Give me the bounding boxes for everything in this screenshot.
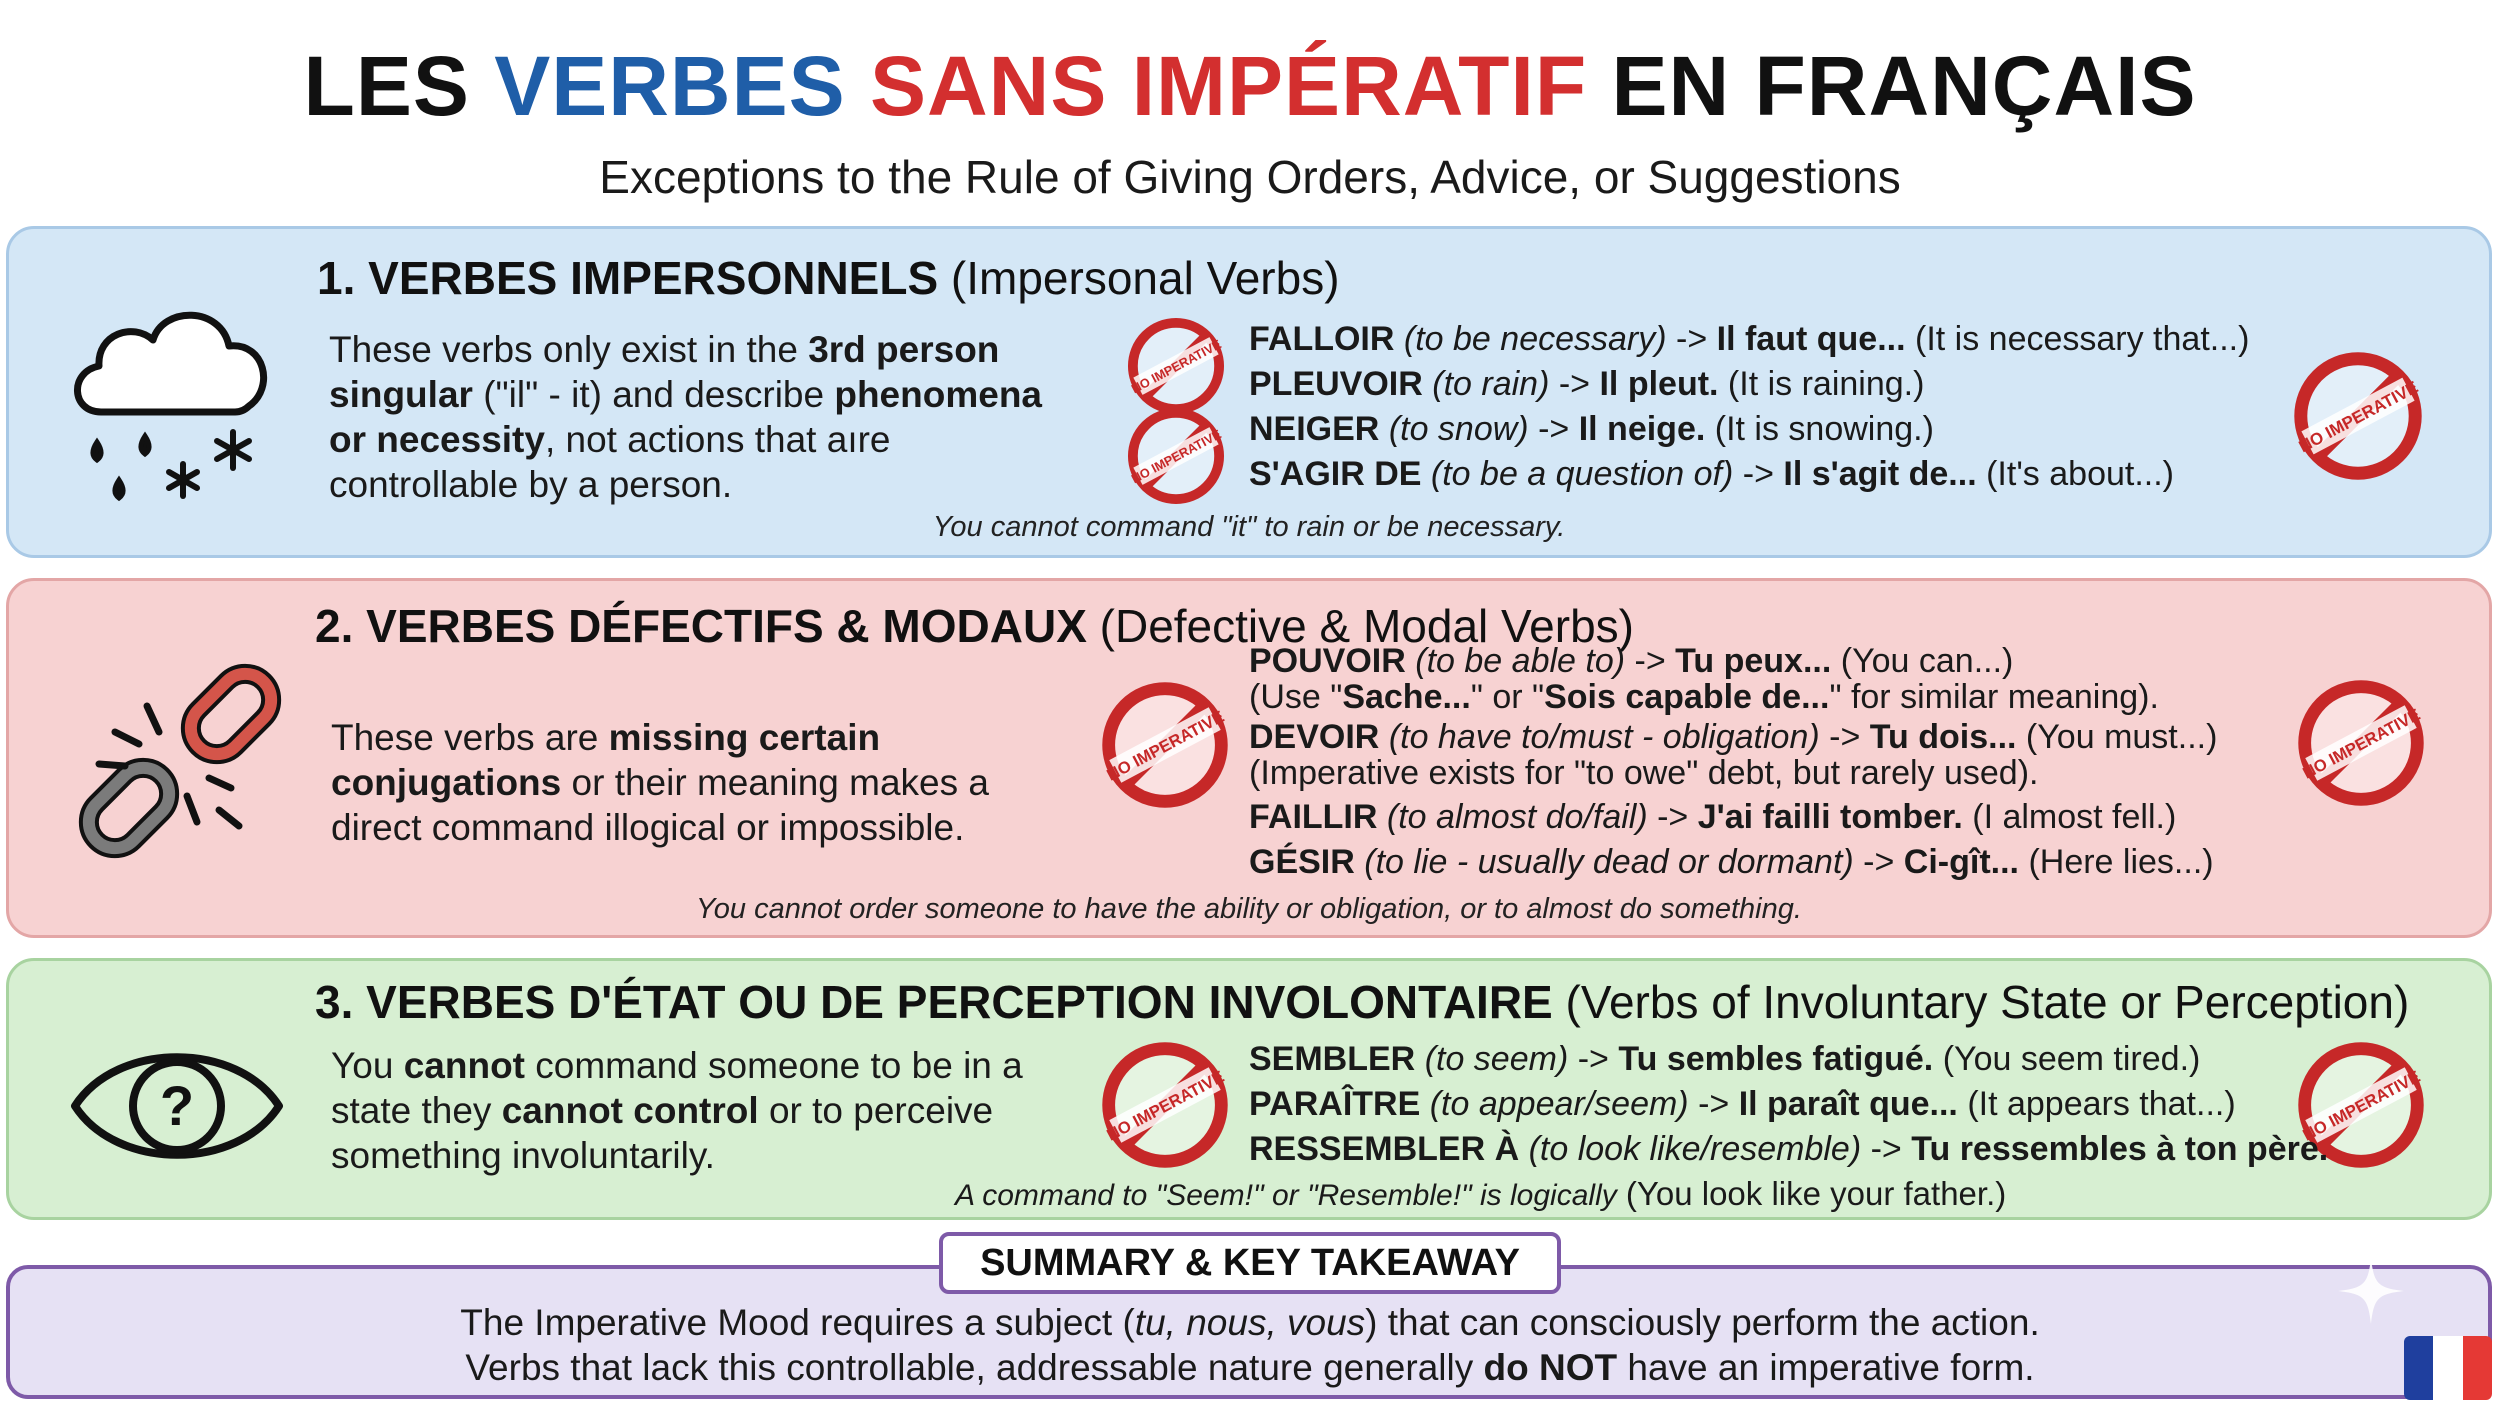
note-emphasis: Sache... [1342,678,1471,716]
desc-text: ("il" - it) and describe [472,374,835,415]
verb-line-neiger [1249,407,2249,452]
verb-example: Il faut que... [1716,320,1906,358]
verb-gloss: (to have to/must - obligation) [1388,718,1820,756]
flag-stripe-blue [2404,1336,2433,1400]
page-subtitle: Exceptions to the Rule of Giving Orders, Advice, or Suggestions [599,151,1901,203]
verb-name: FAILLIR [1249,798,1378,836]
verb-note-pouvoir [1249,679,2217,715]
desc-text: You [331,1045,404,1086]
note-text: " for similar meaning). [1829,678,2159,716]
broken-chain-icon [59,636,299,876]
verb-name: PARAÎTRE [1249,1085,1421,1123]
no-imperative-stamp-icon [1127,317,1225,415]
eye-question-icon [67,1031,287,1181]
verb-arrow: -> [1688,1085,1739,1123]
weather-cloud-icon [61,284,291,509]
summary-text: Verbs that lack this controllable, addressable nature generally [465,1347,1484,1388]
flag-stripe-red [2463,1336,2492,1400]
verb-gloss: (to be necessary) [1403,320,1667,358]
section2-note: You cannot order someone to have the ability or obligation, or to almost do something. [696,893,1802,925]
desc-emphasis: cannot [403,1045,525,1086]
verb-example: Tu sembles fatigué. [1618,1040,1934,1078]
page-title [0,38,2500,135]
verb-name: RESSEMBLER À [1249,1130,1520,1168]
verb-example: J'ai failli tomber. [1697,798,1963,836]
verb-line-paraitre [1249,1082,2328,1127]
verb-name: S'AGIR DE [1249,455,1422,493]
summary-emphasis: do NOT [1483,1347,1618,1388]
verb-name: SEMBLER [1249,1040,1416,1078]
summary-line-1 [0,1302,2500,1344]
section3-verb-list [1249,1037,2328,1172]
section3-note-italic: A command to "Seem!" or "Resemble!" is logically [955,1179,1617,1212]
title-verbes: VERBES [494,39,846,133]
summary-text: ) that can consciously perform the action. [1365,1302,2040,1343]
title-les: LES [303,39,495,133]
verb-arrow: -> [1666,320,1717,358]
desc-text: or their meaning makes a direct command illogical or impossible. [331,762,989,848]
verb-example: Tu ressembles à ton père. [1911,1130,2329,1168]
desc-text: These verbs are [331,717,609,758]
section1-verb-list [1249,317,2249,497]
section3-heading-title: 3. VERBES D'ÉTAT OU DE PERCEPTION INVOLONTAIRE [315,976,1553,1028]
verb-translation: (It appears that...) [1957,1085,2236,1123]
verb-translation: (It is snowing.) [1705,410,1934,448]
verb-arrow: -> [1647,798,1698,836]
verb-arrow: -> [1549,365,1600,403]
verb-line-sembler [1249,1037,2328,1082]
section2-description [331,715,1071,850]
verb-name: PLEUVOIR [1249,365,1423,403]
verb-gloss: (to be a question of) [1430,455,1734,493]
no-imperative-stamp-icon [1101,681,1229,809]
verb-arrow: -> [1733,455,1784,493]
svg-text:?: ? [159,1074,195,1137]
desc-text: These verbs only exist in the [329,329,809,370]
section-involuntary-state-verbs [6,958,2492,1220]
note-emphasis: Sois capable de... [1544,678,1830,716]
verb-name: DEVOIR [1249,718,1380,756]
summary-pronouns: tu, nous, vous [1134,1302,1366,1343]
verb-example: Il paraît que... [1738,1085,1958,1123]
summary-text: have an imperative form. [1617,1347,2035,1388]
flag-stripe-white [2433,1336,2462,1400]
verb-example: Tu dois... [1869,718,2017,756]
desc-text: , not actions that aıre controllable by a person. [329,419,891,505]
verb-line-pleuvoir [1249,362,2249,407]
verb-line-falloir [1249,317,2249,362]
verb-line-faillir [1249,795,2217,840]
section1-heading-title: 1. VERBES IMPERSONNELS [317,252,939,304]
verb-line-sagir-de [1249,452,2249,497]
section2-heading-translation: (Defective & Modal Verbs) [1086,600,1634,652]
verb-example: Il pleut. [1599,365,1719,403]
verb-translation: (You can...) [1831,642,2014,680]
verb-arrow: -> [1853,843,1904,881]
desc-text: command someone to be in a state they [331,1045,1023,1131]
title-sans-imperatif: SANS IMPÉRATIF [845,39,1588,133]
verb-line-ressembler [1249,1127,2328,1172]
verb-arrow: -> [1568,1040,1619,1078]
section-defective-modal-verbs [6,578,2492,938]
verb-arrow: -> [1819,718,1870,756]
verb-example: Il neige. [1578,410,1706,448]
section3-description [331,1043,1051,1178]
verb-translation: (I almost fell.) [1962,798,2177,836]
verb-gloss: (to be able to) [1415,642,1626,680]
verb-arrow: -> [1861,1130,1912,1168]
verb-translation: (It's about...) [1976,455,2174,493]
section1-note: You cannot command "it" to rain or be necessary. [932,511,1566,543]
section2-heading-title: 2. VERBES DÉFECTIFS & MODAUX [315,600,1087,652]
verb-gloss: (to almost do/fail) [1386,798,1648,836]
summary-label: SUMMARY & KEY TAKEAWAY [939,1232,1561,1294]
verb-name: NEIGER [1249,410,1380,448]
no-imperative-stamp-icon [1127,407,1225,505]
section2-verb-list [1249,643,2217,885]
verb-gloss: (to snow) [1388,410,1529,448]
section-impersonal-verbs [6,226,2492,558]
no-imperative-stamp-icon [2293,351,2423,481]
verb-line-devoir [1249,719,2217,755]
desc-emphasis: missing certain conjugations [331,717,881,803]
no-imperative-stamp-icon [2297,679,2425,807]
verb-translation: (You seem tired.) [1933,1040,2201,1078]
verb-gloss: (to lie - usually dead or dormant) [1364,843,1854,881]
verb-translation: (It is raining.) [1718,365,1925,403]
verb-name: FALLOIR [1249,320,1395,358]
verb-arrow: -> [1528,410,1579,448]
desc-emphasis: 3rd person singular [329,329,1000,415]
verb-example: Ci-gît... [1903,843,2019,881]
verb-gloss: (to rain) [1432,365,1550,403]
note-text: " or " [1470,678,1545,716]
summary-line-2 [0,1347,2500,1389]
section3-heading [315,975,2409,1029]
verb-gloss: (to look like/resemble) [1528,1130,1862,1168]
verb-name: POUVOIR [1249,642,1406,680]
section3-heading-translation: (Verbs of Involuntary State or Perception) [1552,976,2410,1028]
desc-text: or to perceive something involuntarily. [331,1090,994,1176]
verb-line-pouvoir [1249,643,2217,679]
desc-emphasis: phenomena or necessity [329,374,1042,460]
section1-heading-translation: (Impersonal Verbs) [938,252,1340,304]
verb-note-devoir: (Imperative exists for "to owe" debt, but rarely used). [1249,754,2039,792]
note-text: (Use " [1249,678,1343,716]
section1-heading [317,251,1340,305]
verb-line-gesir [1249,840,2217,885]
summary-text: The Imperative Mood requires a subject ( [460,1302,1135,1343]
sparkle-icon [2336,1256,2406,1326]
section1-description [329,327,1089,507]
section3-note-translation: (You look like your father.) [1616,1175,2007,1212]
verb-translation: (Here lies...) [2019,843,2214,881]
verb-arrow: -> [1625,642,1676,680]
verb-name: GÉSIR [1249,843,1355,881]
verb-example: Il s'agit de... [1783,455,1977,493]
verb-translation: (It is necessary that...) [1905,320,2250,358]
verb-gloss: (to appear/seem) [1429,1085,1689,1123]
verb-example: Tu peux... [1675,642,1832,680]
verb-translation: (You must...) [2016,718,2218,756]
french-flag-icon [2404,1336,2492,1400]
section3-note [955,1175,2006,1213]
verb-gloss: (to seem) [1424,1040,1569,1078]
title-en-francais: EN FRANÇAIS [1587,39,2197,133]
desc-emphasis: cannot control [501,1090,759,1131]
no-imperative-stamp-icon [1101,1041,1229,1169]
